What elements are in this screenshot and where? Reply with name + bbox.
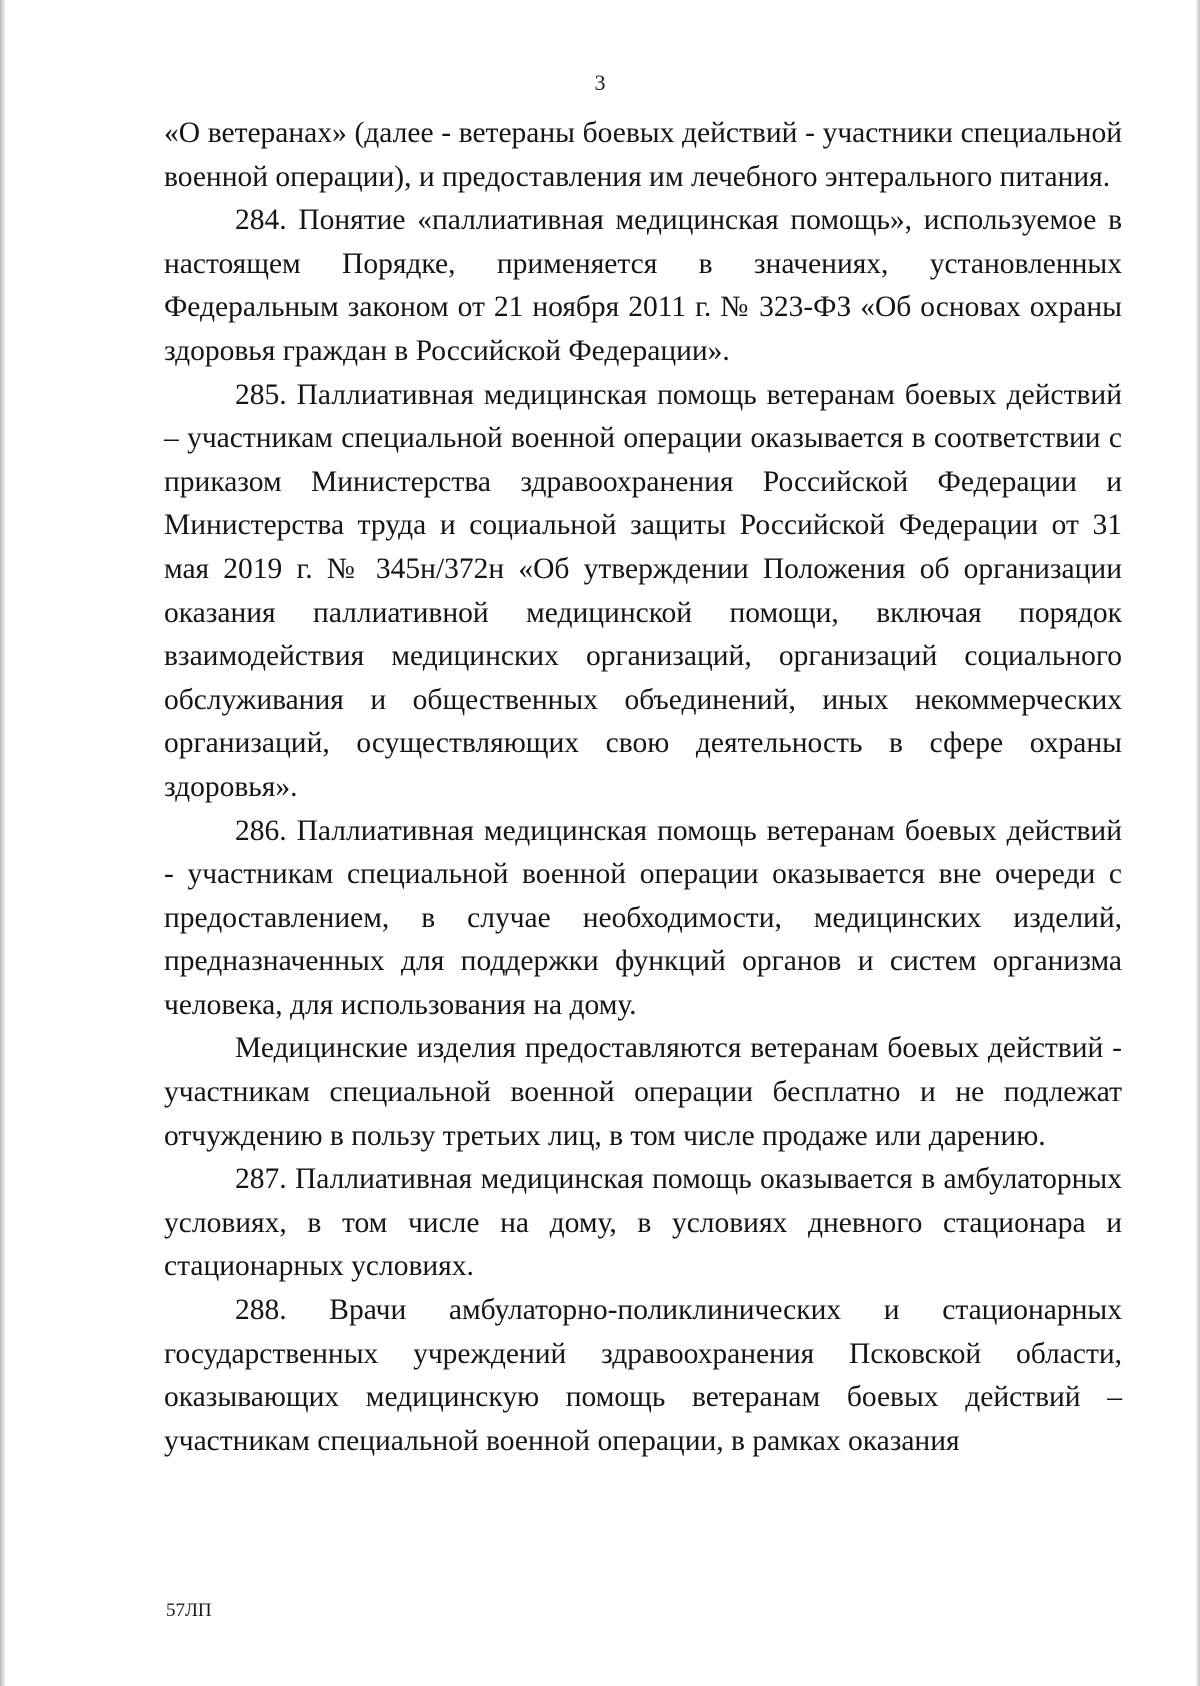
scan-edge-left	[0, 0, 5, 1686]
paragraph-medical-devices: Медицинские изделия предоставляются ветеранам боевых действий - участникам специальной военной операции бесплатно и не подлежат отчуждению в пользу третьих лиц, в том числе продаже или дарению.	[164, 1032, 1122, 1152]
paragraph-284: 284. Понятие «паллиативная медицинская помощь», используемое в настоящем Порядке, применяется в значениях, установленных Федеральным законом от 21 ноября 2011 г. № 323-ФЗ «Об основах охраны здоровья граждан в Российской Федерации».	[164, 204, 1122, 367]
paragraph-continuation: «О ветеранах» (далее - ветераны боевых действий - участники специальной военной операции), и предоставления им лечебного энтерального питания.	[164, 117, 1122, 193]
paragraph-287: 287. Паллиативная медицинская помощь оказывается в амбулаторных условиях, в том числе на дому, в условиях дневного стационара и стационарных условиях.	[164, 1163, 1122, 1283]
paragraph-288: 288. Врачи амбулаторно-поликлинических и стационарных государственных учреждений здравоохранения Псковской области, оказывающих медицинскую помощь ветеранам боевых действий – участникам специальной военной операции, в рамках оказания	[164, 1294, 1122, 1457]
paragraph-286: 286. Паллиативная медицинская помощь ветеранам боевых действий - участникам специальной военной операции оказывается вне очереди с предоставлением, в случае необходимости, медицинских изделий, предназначенных для поддержки функций органов и систем организма человека, для использования на дому.	[164, 814, 1122, 1021]
paragraph-285: 285. Паллиативная медицинская помощь ветеранам боевых действий – участникам специальной военной операции оказывается в соответствии с приказом Министерства здравоохранения Российской Федерации и Министерства труда и социальной защиты Российской Федерации от 31 мая 2019 г. № 345н/372н «Об утверждении Положения об организации оказания паллиативной медицинской помощи, включая порядок взаимодействия медицинских организаций, организаций социального обслуживания и общественных объединений, иных некоммерческих организаций, осуществляющих свою деятельность в сфере охраны здоровья».	[164, 378, 1122, 803]
document-body	[164, 112, 1122, 1463]
footer-code: 57ЛП	[166, 1600, 212, 1621]
scan-edge-right	[1196, 0, 1200, 1686]
page-number: 3	[594, 70, 606, 95]
